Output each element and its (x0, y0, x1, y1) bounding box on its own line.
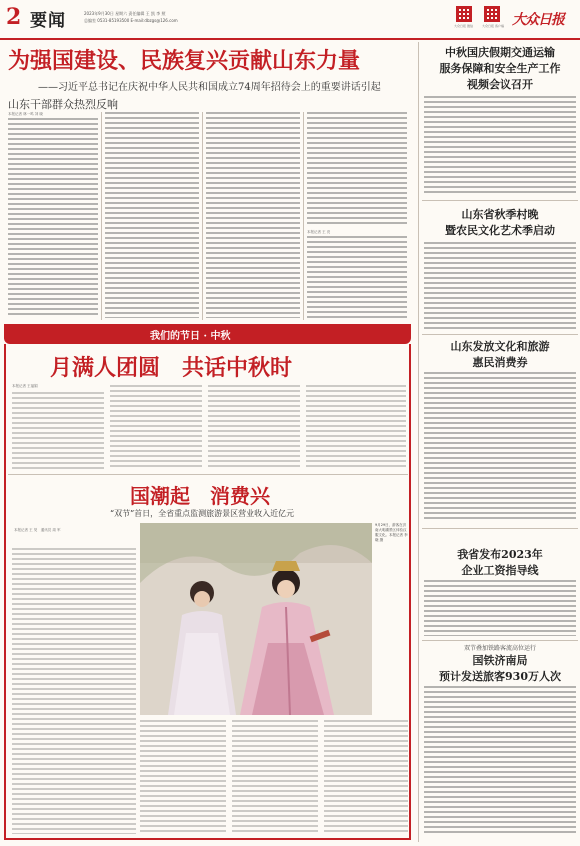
column-rule (418, 42, 419, 842)
qr-code-icon[interactable] (484, 6, 500, 22)
sidebar-headline-4a: 我省发布2023年 (457, 548, 543, 561)
article-body (208, 385, 300, 470)
article-body (8, 118, 98, 318)
article-body (324, 720, 408, 834)
article-body (140, 720, 226, 834)
byline: 本报记者 王 昊 通讯员 周 军 (14, 528, 61, 532)
article-body (424, 580, 576, 636)
lead-subhead: ——习近平总书记在庆祝中华人民共和国成立74周年招待会上的重要讲话引起 (38, 82, 381, 93)
lead-headline: 为强国建设、民族复兴贡献山东力量 (8, 48, 361, 74)
qr-label: 大众日报 微信 (454, 24, 473, 28)
section-rule (422, 334, 578, 335)
article-body (424, 686, 576, 836)
sidebar-kicker-5: 双节叠加铁路客流高位运行 (463, 645, 536, 652)
sidebar-headline-1b: 服务保障和安全生产工作 (439, 62, 561, 75)
page-number: 2 (6, 4, 22, 30)
column-rule (202, 112, 203, 320)
byline: 本报记者 林一鸣 刘 晓 (8, 112, 43, 116)
article-body (12, 548, 136, 834)
masthead-contact-line: 总编室 0531-85193500 E-mail:dbzgs@126.com (84, 18, 178, 23)
sidebar-headline-1a: 中秋国庆假期交通运输 (445, 46, 555, 59)
column-rule (101, 112, 102, 320)
sidebar-headline-2a: 山东省秋季村晚 (461, 208, 539, 221)
festival-banner-title: 我们的节日 · 中秋 (150, 331, 231, 342)
article-body (306, 385, 406, 470)
sidebar-headline-3b: 惠民消费券 (472, 356, 528, 369)
sidebar-headline-5a: 国铁济南局 (472, 654, 528, 667)
article-body (12, 392, 104, 470)
article-body (206, 112, 300, 318)
hanfu-visitors-image (140, 523, 372, 715)
article-body (105, 112, 199, 318)
lead-subhead-line2: 山东干部群众热烈反响 (8, 98, 118, 111)
sidebar-headline-5b: 预计发送旅客930万人次 (439, 670, 561, 683)
section-rule (422, 640, 578, 641)
qr-code-icon[interactable] (456, 6, 472, 22)
sidebar-headline-3a: 山东发放文化和旅游 (450, 340, 550, 353)
feature-subhead-2: “双节”首日，全省重点监测旅游景区营业收入近亿元 (110, 509, 295, 518)
feature-headline: 月满人团圆 共话中秋时 (50, 355, 293, 381)
column-rule (303, 112, 304, 320)
photo-caption: 9月29日，游客在济南大明湖景区体验汉服文化。本报记者 李 晓 摄 (375, 523, 408, 542)
byline: 本报记者 王 亮 (307, 230, 331, 234)
festival-photo (140, 523, 372, 715)
article-body (424, 96, 576, 196)
feature-headline-2: 国潮起 消费兴 (130, 484, 270, 508)
article-body (307, 112, 407, 227)
masthead-date-line: 2023年9月30日 星期六 责任编辑 王 凯 李 照 (84, 11, 166, 16)
newspaper-logo: 大众日报 (512, 12, 564, 28)
section-rule (8, 474, 408, 475)
section-rule (422, 200, 578, 201)
article-body (110, 385, 202, 470)
byline: 本报记者 王福娟 (12, 384, 38, 388)
section-rule (422, 528, 578, 529)
qr-label: 大众日报 客户端 (482, 24, 504, 28)
section-title: 要闻 (30, 11, 66, 31)
article-body (232, 720, 318, 834)
sidebar-headline-1c: 视频会议召开 (467, 78, 533, 91)
article-body (424, 242, 576, 330)
sidebar-headline-4b: 企业工资指导线 (461, 564, 539, 577)
article-body (424, 372, 576, 522)
sidebar-headline-2b: 暨农民文化艺术季启动 (445, 224, 555, 237)
article-body (307, 236, 407, 318)
